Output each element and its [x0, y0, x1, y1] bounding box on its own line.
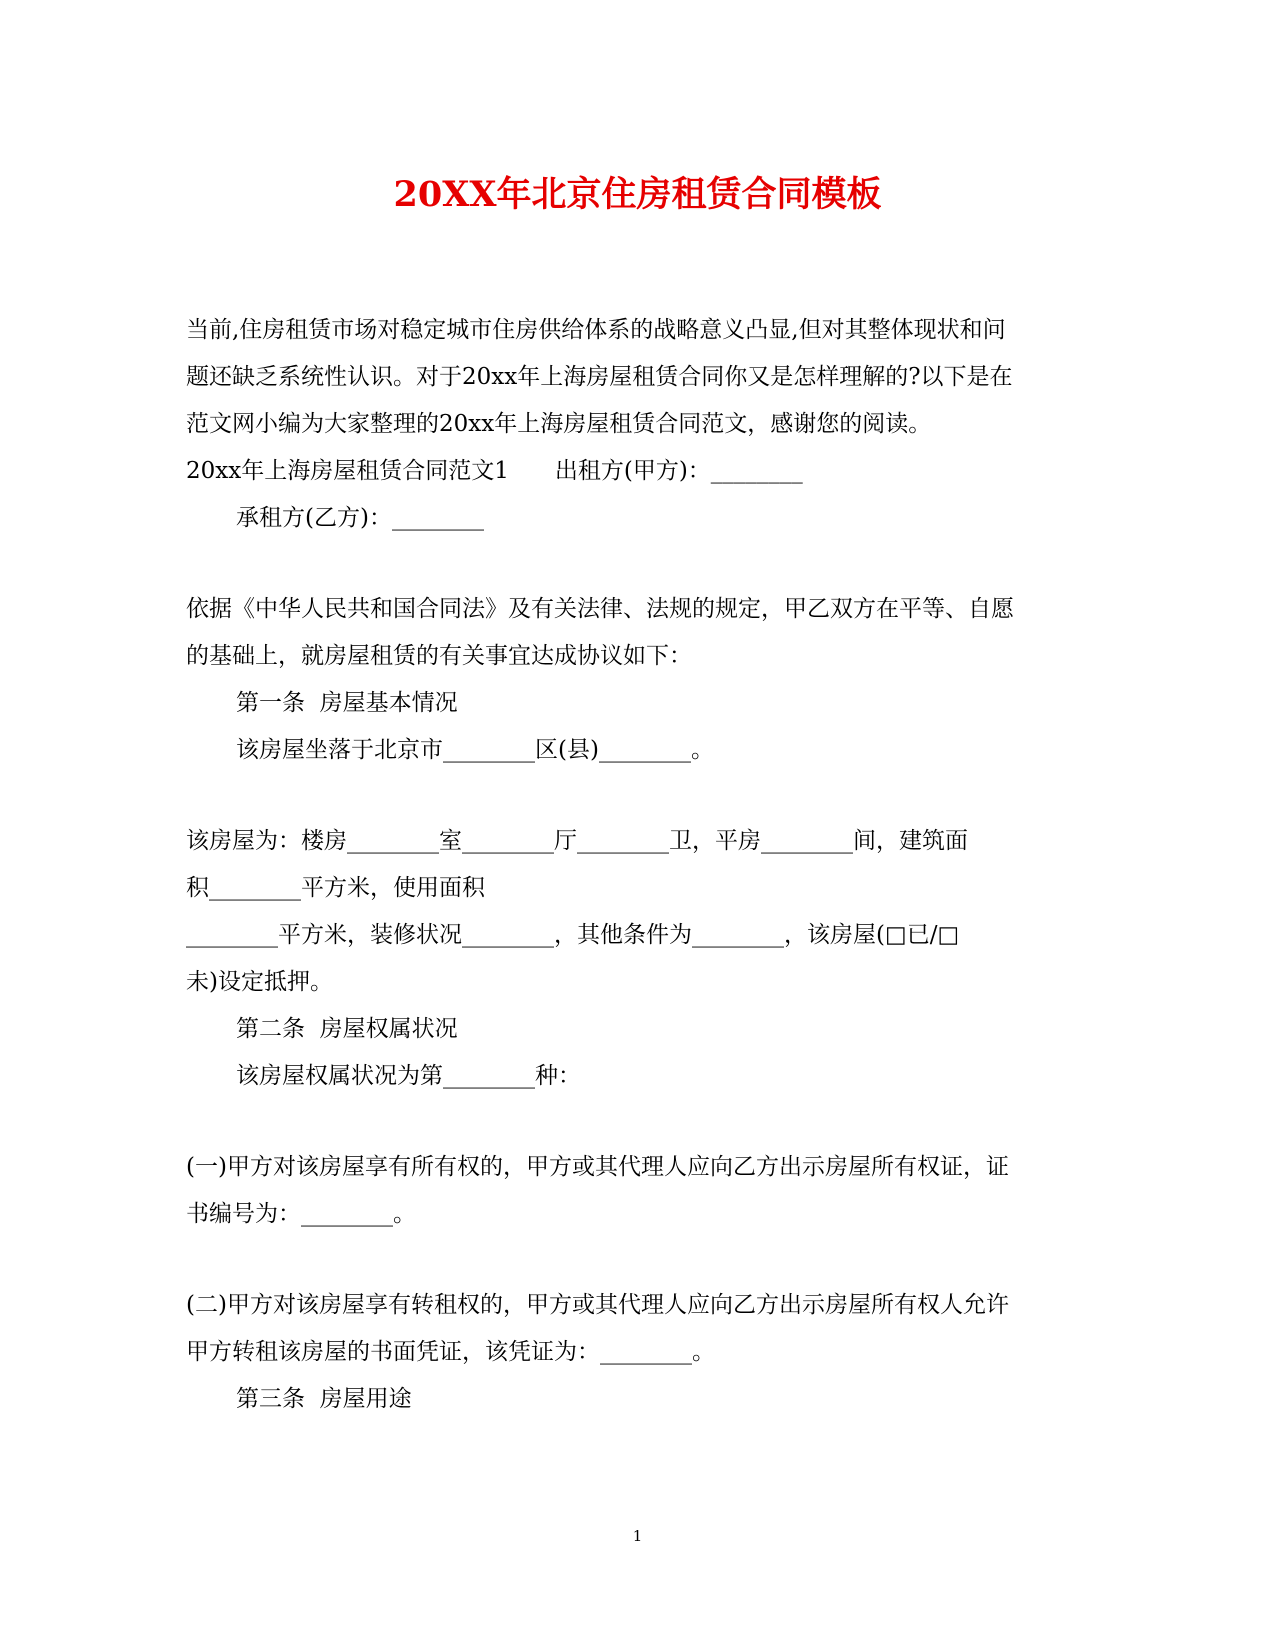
article-1-heading: 第一条 房屋基本情况: [236, 690, 458, 716]
lessee-line: 承租方(乙方)：________: [236, 505, 484, 531]
article-1-house-line-3: ________平方米，装修状况________，其他条件为________，该房屋(□已/□: [186, 922, 960, 948]
basis-line-1: 依据《中华人民共和国合同法》及有关法律、法规的规定，甲乙双方在平等、自愿: [186, 596, 1014, 622]
sublease-clause-line-2: 甲方转租该房屋的书面凭证，该凭证为：________。: [186, 1339, 715, 1365]
basis-line-2: 的基础上，就房屋租赁的有关事宜达成协议如下：: [186, 643, 692, 669]
ownership-clause-line-2: 书编号为：________。: [186, 1201, 416, 1227]
sublease-clause-line-1: (二)甲方对该房屋享有转租权的，甲方或其代理人应向乙方出示房屋所有权人允许: [186, 1292, 1009, 1318]
article-2-heading: 第二条 房屋权属状况: [236, 1016, 458, 1042]
document-title: 20XX年北京住房租赁合同模板: [393, 174, 882, 215]
intro-line-2: 题还缺乏系统性认识。对于20xx年上海房屋租赁合同你又是怎样理解的?以下是在: [186, 364, 1013, 390]
ownership-clause-line-1: (一)甲方对该房屋享有所有权的，甲方或其代理人应向乙方出示房屋所有权证，证: [186, 1154, 1009, 1180]
intro-line-1: 当前,住房租赁市场对稳定城市住房供给体系的战略意义凸显,但对其整体现状和问: [186, 317, 1006, 343]
article-1-location: 该房屋坐落于北京市________区(县)________。: [236, 737, 714, 763]
page-number: 1: [632, 1527, 643, 1545]
article-2-status: 该房屋权属状况为第________种：: [236, 1063, 581, 1089]
article-1-house-line-4: 未)设定抵押。: [186, 969, 333, 995]
article-3-heading: 第三条 房屋用途: [236, 1386, 412, 1412]
article-1-house-line-2: 积________平方米，使用面积: [186, 875, 485, 901]
contract-heading-lessor: 20xx年上海房屋租赁合同范文1 出租方(甲方)：________: [186, 458, 803, 484]
article-1-house-line-1: 该房屋为：楼房________室________厅________卫，平房________间，建筑面: [186, 828, 968, 854]
intro-line-3: 范文网小编为大家整理的20xx年上海房屋租赁合同范文，感谢您的阅读。: [186, 411, 932, 437]
